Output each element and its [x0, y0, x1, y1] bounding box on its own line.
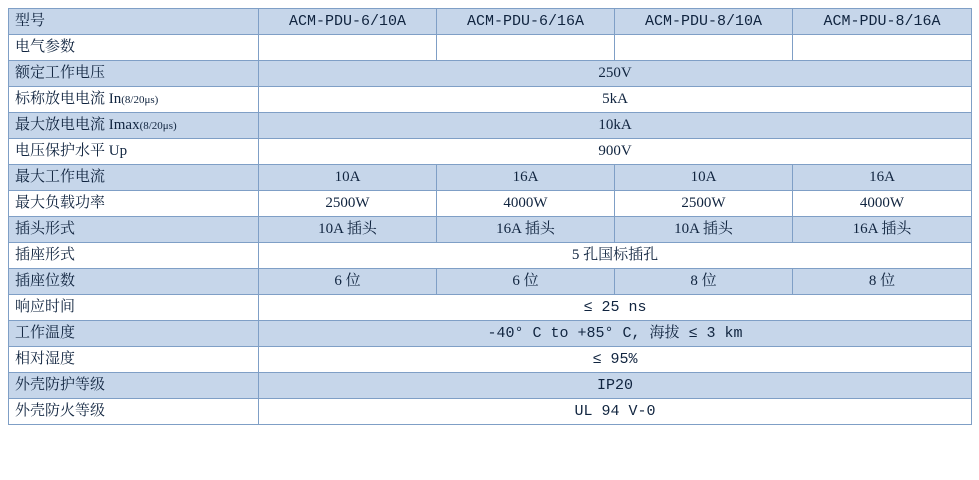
- row-label: 外壳防护等级: [9, 373, 259, 399]
- row-label: 相对湿度: [9, 347, 259, 373]
- row-label: 插座位数: [9, 269, 259, 295]
- row-value-3: 8 位: [615, 269, 793, 295]
- row-value-all: 10kA: [259, 113, 972, 139]
- row-label: 电压保护水平 Up: [9, 139, 259, 165]
- row-label-main: 最大放电电流 Imax: [15, 116, 140, 133]
- row-label: 工作温度: [9, 321, 259, 347]
- table-row: [9, 191, 972, 217]
- table-row: [9, 295, 972, 321]
- row-label: 最大负载功率: [9, 191, 259, 217]
- row-label-sub: (8/20μs): [139, 119, 177, 132]
- row-label: [9, 113, 259, 139]
- row-label: 插头形式: [9, 217, 259, 243]
- section-empty-cell-3: [615, 35, 793, 61]
- table-row: [9, 61, 972, 87]
- section-empty-cell-1: [259, 35, 437, 61]
- row-label: 最大工作电流: [9, 165, 259, 191]
- header-cell-model-label: 型号: [9, 9, 259, 35]
- row-value-1: 2500W: [259, 191, 437, 217]
- row-label: 外壳防火等级: [9, 399, 259, 425]
- row-label-sub: (8/20μs): [121, 93, 159, 106]
- section-title-cell: 电气参数: [9, 35, 259, 61]
- row-value-4: 16A 插头: [793, 217, 972, 243]
- row-value-1: 10A 插头: [259, 217, 437, 243]
- table-row: [9, 165, 972, 191]
- row-value-all: 900V: [259, 139, 972, 165]
- row-value-2: 4000W: [437, 191, 615, 217]
- row-value-1: 6 位: [259, 269, 437, 295]
- table-row: [9, 269, 972, 295]
- table-header-row: [9, 9, 972, 35]
- row-value-all: ≤ 25 ns: [259, 295, 972, 321]
- table-row: [9, 399, 972, 425]
- header-cell-model-1: ACM-PDU-6/10A: [259, 9, 437, 35]
- row-value-4: 16A: [793, 165, 972, 191]
- row-value-4: 4000W: [793, 191, 972, 217]
- row-label-main: 标称放电电流 In: [15, 90, 122, 107]
- row-label: 响应时间: [9, 295, 259, 321]
- row-value-4: 8 位: [793, 269, 972, 295]
- table-row: [9, 347, 972, 373]
- header-cell-model-4: ACM-PDU-8/16A: [793, 9, 972, 35]
- header-cell-model-2: ACM-PDU-6/16A: [437, 9, 615, 35]
- row-label: 插座形式: [9, 243, 259, 269]
- row-value-all: ≤ 95%: [259, 347, 972, 373]
- row-value-2: 6 位: [437, 269, 615, 295]
- row-value-2: 16A: [437, 165, 615, 191]
- section-empty-cell-4: [793, 35, 972, 61]
- table-row: [9, 243, 972, 269]
- row-value-all: UL 94 V-0: [259, 399, 972, 425]
- row-value-all: 5kA: [259, 87, 972, 113]
- row-value-3: 10A: [615, 165, 793, 191]
- row-value-3: 2500W: [615, 191, 793, 217]
- row-value-all: IP20: [259, 373, 972, 399]
- product-specification-table: [8, 8, 972, 425]
- row-label: [9, 87, 259, 113]
- table-row: [9, 87, 972, 113]
- table-row: [9, 113, 972, 139]
- row-value-3: 10A 插头: [615, 217, 793, 243]
- row-value-all: 250V: [259, 61, 972, 87]
- table-row: [9, 373, 972, 399]
- row-value-1: 10A: [259, 165, 437, 191]
- table-row: [9, 217, 972, 243]
- row-value-all: -40° C to +85° C, 海拔 ≤ 3 km: [259, 321, 972, 347]
- table-section-row: [9, 35, 972, 61]
- section-empty-cell-2: [437, 35, 615, 61]
- row-value-2: 16A 插头: [437, 217, 615, 243]
- table-row: [9, 139, 972, 165]
- row-value-all: 5 孔国标插孔: [259, 243, 972, 269]
- row-label: 额定工作电压: [9, 61, 259, 87]
- header-cell-model-3: ACM-PDU-8/10A: [615, 9, 793, 35]
- table-row: [9, 321, 972, 347]
